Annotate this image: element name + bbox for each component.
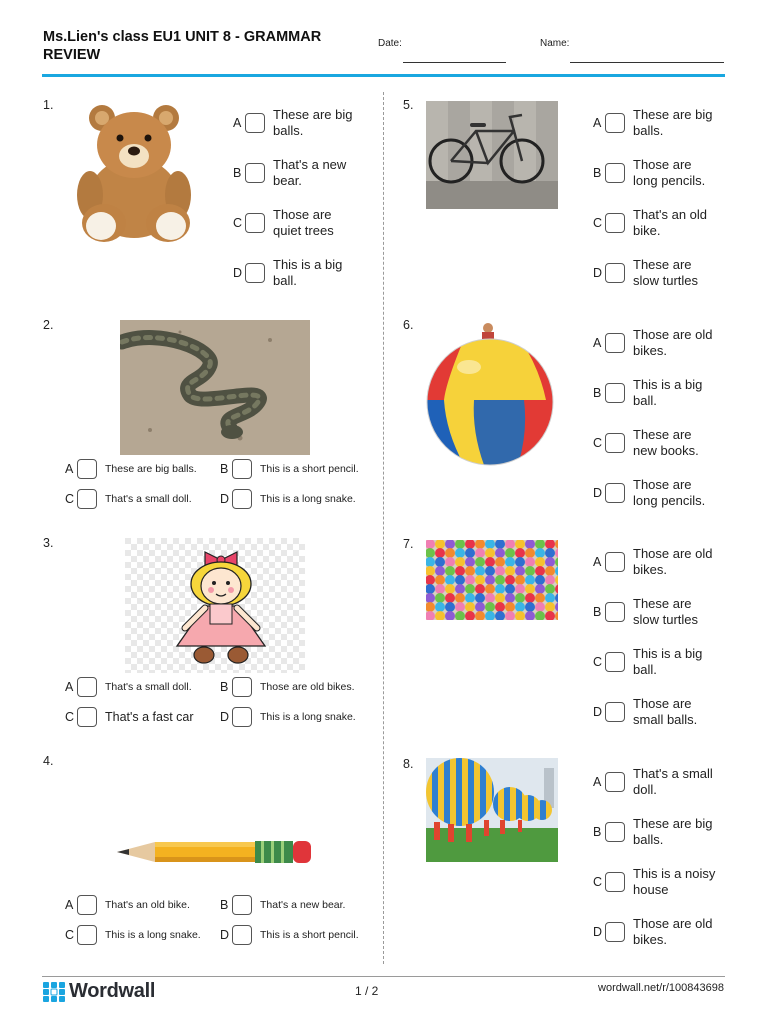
option-b[interactable] [593, 596, 713, 628]
option-text: These are slow turtles [633, 596, 699, 627]
option-letter: C [593, 216, 603, 230]
option-text: That's an old bike. [633, 207, 708, 238]
option-text: These are big balls. [105, 463, 197, 475]
option-text: This is a short pencil. [260, 929, 359, 941]
option-text: That's a small doll. [105, 681, 192, 693]
option-c[interactable] [233, 207, 353, 239]
answer-checkbox[interactable] [605, 113, 625, 133]
question-number: 3. [43, 536, 54, 550]
question-number: 7. [403, 537, 414, 551]
option-b[interactable] [220, 459, 359, 479]
option-letter: C [65, 492, 75, 506]
answer-checkbox[interactable] [77, 489, 97, 509]
answer-checkbox[interactable] [245, 213, 265, 233]
answer-checkbox[interactable] [605, 872, 625, 892]
option-d[interactable] [593, 477, 713, 509]
option-a[interactable] [593, 107, 713, 139]
option-letter: A [593, 775, 602, 789]
answer-checkbox[interactable] [77, 925, 97, 945]
snake-image [120, 320, 310, 455]
pencil-image [115, 834, 315, 868]
option-a[interactable] [593, 766, 715, 798]
date-label: Date: [378, 38, 402, 49]
option-text: Those are quiet trees [273, 207, 334, 238]
option-letter: B [593, 386, 602, 400]
option-text: These are big balls. [633, 816, 713, 847]
answer-checkbox[interactable] [77, 895, 97, 915]
worksheet-title [43, 28, 343, 64]
answer-checkbox[interactable] [245, 163, 265, 183]
name-field[interactable] [570, 62, 724, 63]
option-text: That's a fast car [105, 710, 194, 724]
option-text: This is a big ball. [633, 646, 703, 677]
option-letter: A [593, 116, 602, 130]
ball-pit-image [426, 540, 558, 620]
option-text: That's a new bear. [273, 157, 347, 188]
option-c[interactable] [593, 646, 713, 678]
option-d[interactable] [220, 707, 356, 727]
option-a[interactable] [65, 895, 220, 915]
option-letter: B [220, 898, 229, 912]
option-text: Those are long pencils. [633, 157, 706, 188]
option-a[interactable] [233, 107, 353, 139]
q2-options [65, 459, 359, 509]
answer-checkbox[interactable] [605, 822, 625, 842]
option-text: That's a small doll. [105, 493, 192, 505]
option-letter: D [220, 928, 230, 942]
q1-options [233, 107, 353, 289]
option-text: That's a small doll. [633, 766, 713, 797]
option-d[interactable] [220, 925, 359, 945]
footer-rule [42, 976, 725, 977]
doll-image [125, 538, 305, 673]
answer-checkbox[interactable] [245, 263, 265, 283]
option-text: This is a long snake. [105, 929, 201, 941]
option-c[interactable] [593, 207, 713, 239]
option-letter: D [220, 710, 230, 724]
option-letter: A [65, 680, 74, 694]
answer-checkbox[interactable] [245, 113, 265, 133]
giant-balls-image [426, 758, 558, 862]
answer-checkbox[interactable] [605, 263, 625, 283]
answer-checkbox[interactable] [605, 383, 625, 403]
q3-options [65, 677, 356, 727]
answer-checkbox[interactable] [232, 925, 252, 945]
option-text: Those are small balls. [633, 696, 698, 727]
answer-checkbox[interactable] [605, 213, 625, 233]
option-text: This is a long snake. [260, 711, 356, 723]
option-d[interactable] [593, 916, 715, 948]
option-text: This is a big ball. [273, 257, 343, 288]
option-text: These are big balls. [273, 107, 353, 138]
option-letter: A [65, 898, 74, 912]
option-letter: B [593, 166, 602, 180]
option-letter: B [593, 605, 602, 619]
column-divider [383, 92, 384, 964]
option-a[interactable] [65, 677, 220, 697]
answer-checkbox[interactable] [77, 677, 97, 697]
option-letter: B [233, 166, 242, 180]
option-letter: C [593, 655, 603, 669]
option-b[interactable] [220, 895, 345, 915]
option-letter: A [593, 336, 602, 350]
q5-options [593, 107, 713, 289]
option-text: These are slow turtles [633, 257, 699, 288]
answer-checkbox[interactable] [77, 707, 97, 727]
option-d[interactable] [233, 257, 353, 289]
option-letter: D [593, 925, 603, 939]
answer-checkbox[interactable] [232, 489, 252, 509]
bicycle-image [426, 101, 558, 209]
answer-checkbox[interactable] [605, 922, 625, 942]
option-text: Those are old bikes. [633, 916, 713, 947]
option-a[interactable] [65, 459, 220, 479]
option-text: That's a new bear. [260, 899, 346, 911]
option-d[interactable] [220, 489, 356, 509]
option-text: Those are old bikes. [633, 327, 713, 358]
option-a[interactable] [593, 546, 713, 578]
question-number: 4. [43, 754, 54, 768]
question-number: 5. [403, 98, 414, 112]
header-rule [42, 74, 725, 77]
option-text: This is a short pencil. [260, 463, 359, 475]
option-c[interactable] [593, 866, 715, 898]
answer-checkbox[interactable] [605, 552, 625, 572]
answer-checkbox[interactable] [232, 459, 252, 479]
answer-checkbox[interactable] [605, 433, 625, 453]
q6-options [593, 327, 713, 509]
q7-options [593, 546, 713, 728]
option-text: These are big balls. [633, 107, 713, 138]
option-letter: C [65, 928, 75, 942]
date-field[interactable] [403, 62, 506, 63]
option-b[interactable] [220, 677, 355, 697]
option-text: This is a big ball. [633, 377, 703, 408]
logo-text: Wordwall [69, 980, 156, 1002]
option-c[interactable] [65, 489, 220, 509]
answer-checkbox[interactable] [605, 702, 625, 722]
option-c[interactable] [65, 925, 220, 945]
title-line-1: Ms.Lien's class EU1 UNIT 8 - GRAMMAR [43, 29, 322, 45]
option-d[interactable] [593, 257, 713, 289]
answer-checkbox[interactable] [605, 772, 625, 792]
option-letter: D [593, 486, 603, 500]
option-text: Those are long pencils. [633, 477, 706, 508]
q4-options [65, 895, 359, 945]
option-d[interactable] [593, 696, 713, 728]
option-b[interactable] [593, 157, 713, 189]
question-number: 2. [43, 318, 54, 332]
wordwall-logo-icon [43, 982, 65, 1002]
answer-checkbox[interactable] [605, 163, 625, 183]
option-letter: A [593, 555, 602, 569]
option-text: These are new books. [633, 427, 699, 458]
option-a[interactable] [593, 327, 713, 359]
option-b[interactable] [593, 377, 713, 409]
option-letter: B [220, 462, 229, 476]
name-label: Name: [540, 38, 570, 49]
option-letter: C [593, 875, 603, 889]
option-letter: D [220, 492, 230, 506]
option-text: This is a noisy house [633, 866, 716, 897]
title-line-2: REVIEW [43, 47, 101, 63]
option-letter: C [233, 216, 243, 230]
q8-options [593, 766, 715, 948]
beach-ball-image [424, 322, 560, 470]
option-letter: A [65, 462, 74, 476]
option-letter: D [593, 705, 603, 719]
option-text: That's an old bike. [105, 899, 190, 911]
activity-url[interactable]: wordwall.net/r/100843698 [598, 982, 724, 994]
answer-checkbox[interactable] [232, 707, 252, 727]
option-letter: C [593, 436, 603, 450]
teddy-bear-image [68, 98, 203, 248]
wordwall-logo[interactable] [43, 980, 155, 1003]
option-letter: A [233, 116, 242, 130]
option-b[interactable] [593, 816, 715, 848]
answer-checkbox[interactable] [605, 333, 625, 353]
answer-checkbox[interactable] [77, 459, 97, 479]
option-c[interactable] [593, 427, 713, 459]
answer-checkbox[interactable] [605, 652, 625, 672]
option-c[interactable] [65, 707, 220, 727]
answer-checkbox[interactable] [232, 895, 252, 915]
option-text: Those are old bikes. [260, 681, 355, 693]
option-letter: D [233, 266, 243, 280]
answer-checkbox[interactable] [605, 483, 625, 503]
option-text: This is a long snake. [260, 493, 356, 505]
answer-checkbox[interactable] [605, 602, 625, 622]
option-b[interactable] [233, 157, 353, 189]
option-text: Those are old bikes. [633, 546, 713, 577]
answer-checkbox[interactable] [232, 677, 252, 697]
option-letter: B [220, 680, 229, 694]
option-letter: C [65, 710, 75, 724]
option-letter: B [593, 825, 602, 839]
option-letter: D [593, 266, 603, 280]
question-number: 1. [43, 98, 54, 112]
page-number: 1 / 2 [355, 984, 379, 998]
question-number: 6. [403, 318, 414, 332]
question-number: 8. [403, 757, 414, 771]
